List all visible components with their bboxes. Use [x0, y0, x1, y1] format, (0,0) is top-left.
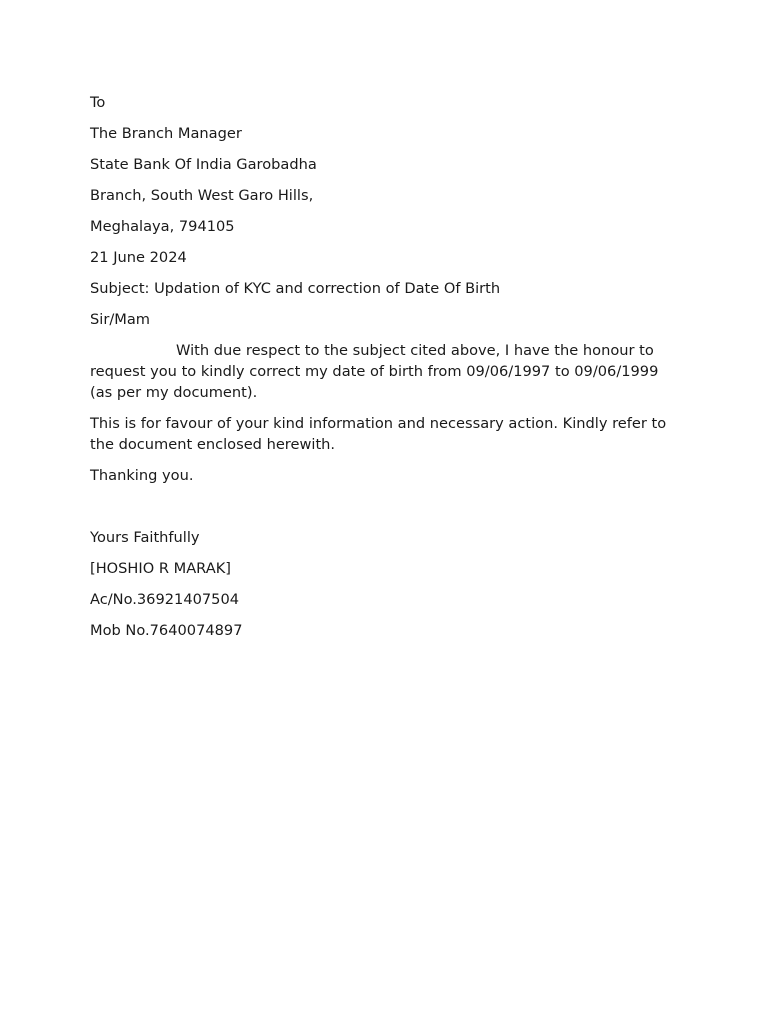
sender-name: [HOSHIO R MARAK]: [90, 560, 231, 577]
recipient-line-2: State Bank Of India Garobadha: [90, 156, 317, 173]
recipient-line-4: Meghalaya, 794105: [90, 218, 235, 235]
mobile-number: Mob No.7640074897: [90, 622, 243, 639]
recipient-line-3: Branch, South West Garo Hills,: [90, 187, 314, 204]
to-line: To: [90, 94, 106, 111]
thanks-line: Thanking you.: [90, 467, 194, 484]
closing-line: Yours Faithfully: [90, 529, 200, 546]
blank-line: [90, 496, 682, 517]
greeting: Sir/Mam: [90, 311, 150, 328]
recipient-line-1: The Branch Manager: [90, 125, 242, 142]
letter-date: 21 June 2024: [90, 249, 187, 266]
body-paragraph-1: With due respect to the subject cited above, I have the honour to request you to kindly correct my date of birth from 09/06/1997 to 09/06/1999 (as per my document).: [90, 342, 659, 401]
letter-body: [90, 92, 682, 651]
subject-line: Subject: Updation of KYC and correction of Date Of Birth: [90, 280, 501, 297]
account-number: Ac/No.36921407504: [90, 591, 240, 608]
body-paragraph-2: This is for favour of your kind information and necessary action. Kindly refer to the document enclosed herewith.: [90, 415, 667, 453]
